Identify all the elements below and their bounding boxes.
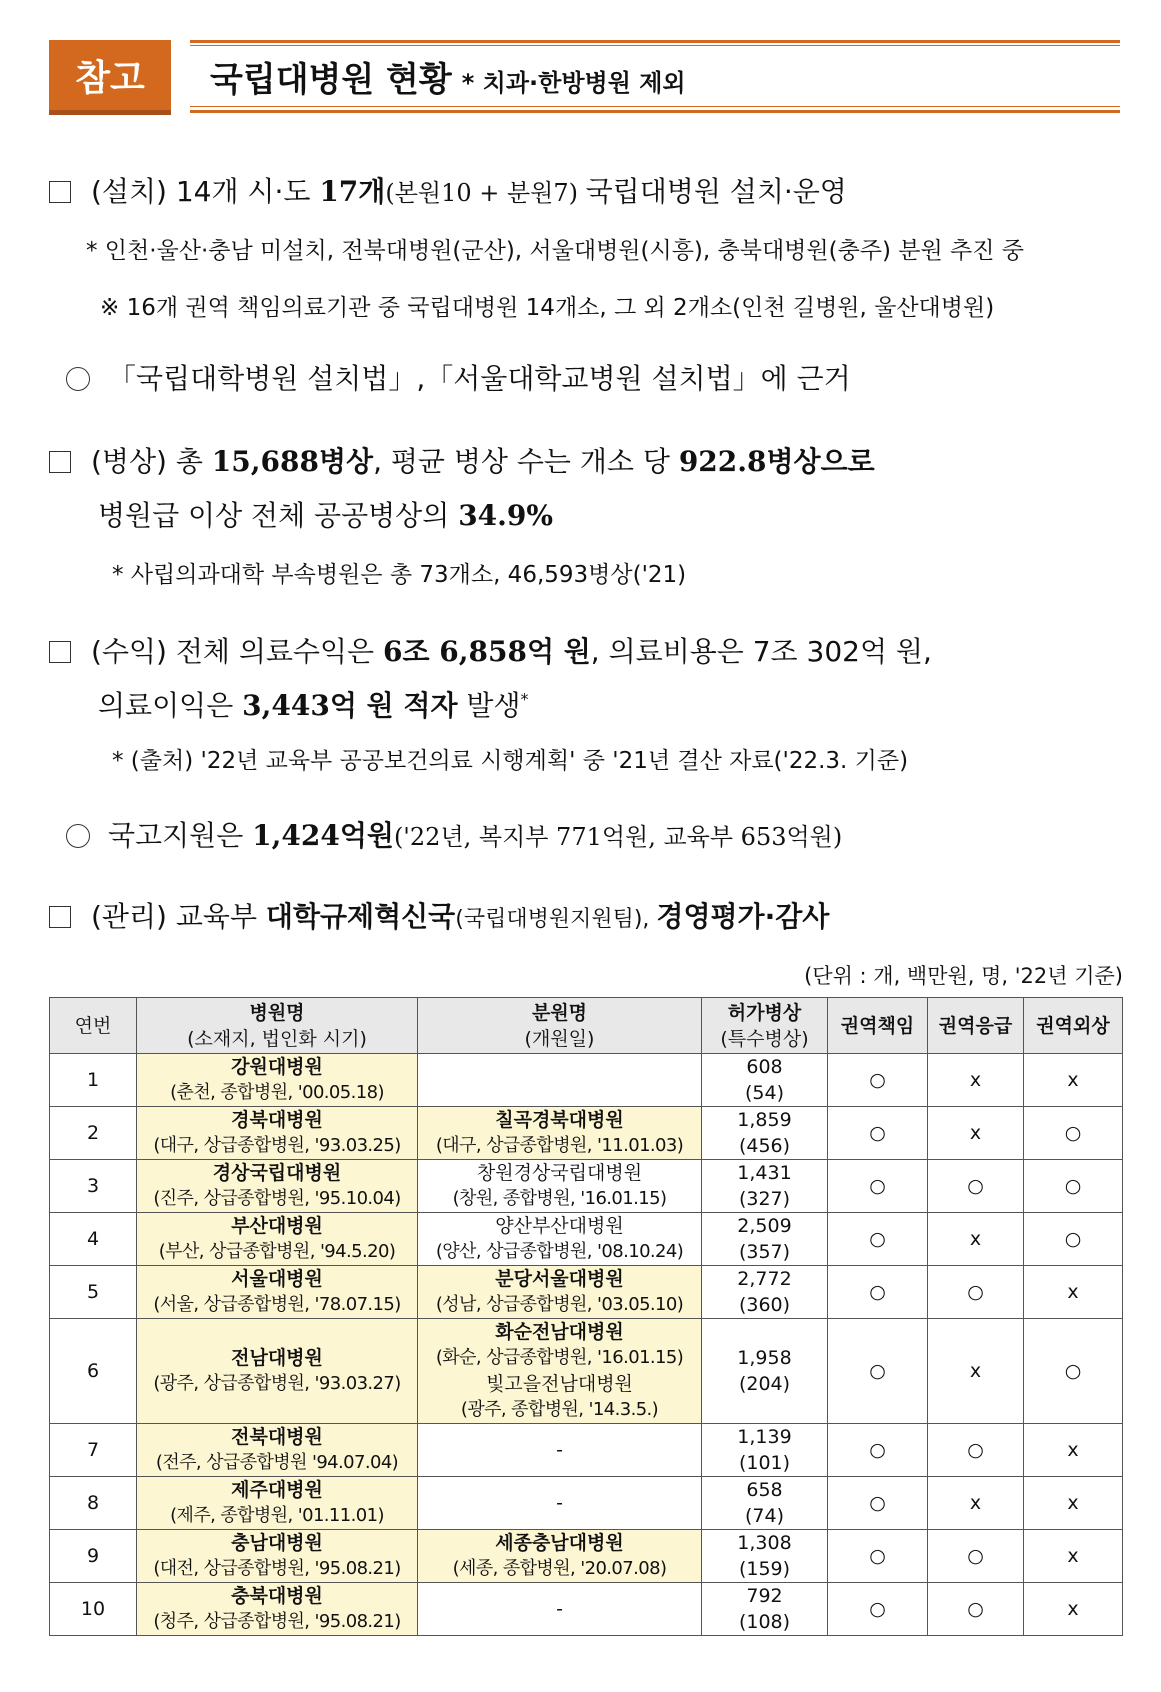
cell-branch <box>418 1530 702 1583</box>
cell-regional-emergency: x <box>928 1477 1024 1530</box>
cell-regional-responsibility: ○ <box>828 1054 928 1107</box>
cell-regional-responsibility: ○ <box>828 1319 928 1424</box>
revenue-amount: 6조 6,858억 원 <box>382 635 591 668</box>
cell-no: 1 <box>50 1054 137 1107</box>
cell-hospital <box>137 1054 418 1107</box>
cell-regional-emergency: ○ <box>928 1160 1024 1213</box>
special-beds: (159) <box>738 1558 791 1580</box>
revenue-deficit: 3,443억 원 적자 <box>242 689 458 722</box>
table-unit-note: (단위 : 개, 백만원, 명, '22년 기준) <box>804 964 1123 988</box>
beds-count: 1,139 <box>737 1426 792 1448</box>
col-header-hospital-label: 병원명 <box>249 1001 305 1024</box>
cell-regional-responsibility: ○ <box>828 1583 928 1636</box>
col-header-regional-trauma <box>1024 998 1123 1054</box>
cell-regional-trauma: x <box>1024 1477 1123 1530</box>
cell-regional-emergency: x <box>928 1213 1024 1266</box>
cell-no: 4 <box>50 1213 137 1266</box>
cell-regional-responsibility: ○ <box>828 1477 928 1530</box>
subsidy-amount: 1,424억원 <box>252 819 394 852</box>
cell-branch <box>418 1319 702 1424</box>
cell-regional-emergency: ○ <box>928 1424 1024 1477</box>
cell-regional-emergency: x <box>928 1107 1024 1160</box>
table-row <box>50 1107 1123 1160</box>
cell-hospital <box>137 1477 418 1530</box>
branch-name: - <box>556 1598 563 1620</box>
install-note-1: * 인천·울산·충남 미설치, 전북대병원(군산), 서울대병원(시흥), 충북대병원(충주) 분원 추진 중 <box>86 238 1025 264</box>
table-row <box>50 1319 1123 1424</box>
circle-bullet-icon <box>66 367 90 391</box>
hospital-detail: (부산, 상급종합병원, '94.5.20) <box>158 1241 396 1262</box>
col-header-c3-label: 권역외상 <box>1036 1014 1110 1037</box>
cell-regional-emergency: ○ <box>928 1266 1024 1319</box>
hospital-name: 충남대병원 <box>231 1532 323 1554</box>
table-row <box>50 1424 1123 1477</box>
cell-branch <box>418 1054 702 1107</box>
table-row <box>50 1530 1123 1583</box>
page-title-text: 국립대병원 현황 <box>210 60 452 100</box>
section-beds <box>49 440 875 480</box>
branch-name: 세종충남대병원 <box>495 1532 624 1554</box>
hospital-detail: (서울, 상급종합병원, '78.07.15) <box>153 1294 401 1315</box>
cell-regional-responsibility: ○ <box>828 1107 928 1160</box>
circle-bullet-icon <box>66 824 90 848</box>
revenue-text-l2a: 의료이익은 <box>98 689 243 722</box>
cell-regional-trauma: ○ <box>1024 1319 1123 1424</box>
special-beds: (456) <box>738 1135 791 1157</box>
branch-name: 양산부산대병원 <box>495 1215 624 1237</box>
col-header-beds-sub: (특수병상) <box>720 1027 809 1050</box>
section-revenue <box>49 630 932 670</box>
branch-name-2: 빛고을전남대병원 <box>486 1373 633 1395</box>
cell-regional-responsibility: ○ <box>828 1213 928 1266</box>
cell-no: 2 <box>50 1107 137 1160</box>
branch-detail: (성남, 상급종합병원, '03.05.10) <box>435 1294 684 1315</box>
cell-regional-trauma: x <box>1024 1583 1123 1636</box>
cell-hospital <box>137 1530 418 1583</box>
hospital-detail: (제주, 종합병원, '01.11.01) <box>170 1505 384 1526</box>
manage-duties: 경영평가·감사 <box>656 900 830 933</box>
hospital-detail: (대구, 상급종합병원, '93.03.25) <box>153 1135 401 1156</box>
page-title <box>210 52 686 101</box>
cell-beds <box>702 1160 828 1213</box>
hospital-detail: (청주, 상급종합병원, '95.08.21) <box>153 1611 401 1632</box>
hospital-name: 전남대병원 <box>231 1347 323 1369</box>
footnote-mark: * <box>520 689 529 709</box>
hospital-name: 경상국립대병원 <box>212 1162 342 1184</box>
hospital-name: 제주대병원 <box>231 1479 323 1501</box>
table-row <box>50 1213 1123 1266</box>
table-row <box>50 1477 1123 1530</box>
cell-hospital <box>137 1266 418 1319</box>
beds-line-2 <box>98 494 553 534</box>
header-rule-top-thin <box>190 45 1120 46</box>
header-rule-bottom <box>190 110 1120 113</box>
col-header-c2-label: 권역응급 <box>938 1014 1013 1037</box>
cell-beds <box>702 1424 828 1477</box>
cell-branch <box>418 1213 702 1266</box>
cell-regional-trauma: x <box>1024 1530 1123 1583</box>
cell-regional-trauma: x <box>1024 1054 1123 1107</box>
cell-no: 5 <box>50 1266 137 1319</box>
cell-regional-emergency: x <box>928 1319 1024 1424</box>
cell-branch <box>418 1107 702 1160</box>
col-header-hospital-sub: (소재지, 법인화 시기) <box>187 1027 367 1050</box>
cell-hospital <box>137 1319 418 1424</box>
beds-text-c: , 평균 병상 수는 개소 당 <box>373 445 679 478</box>
cell-regional-trauma: x <box>1024 1266 1123 1319</box>
col-header-branch-label: 분원명 <box>531 1001 588 1024</box>
hospital-name: 강원대병원 <box>231 1056 323 1078</box>
cell-no: 6 <box>50 1319 137 1424</box>
cell-branch <box>418 1583 702 1636</box>
beds-count: 1,308 <box>737 1532 792 1554</box>
subsidy-text-a: 국고지원은 <box>108 819 253 852</box>
cell-hospital <box>137 1107 418 1160</box>
install-count: 17개 <box>319 175 386 208</box>
cell-regional-emergency: ○ <box>928 1583 1024 1636</box>
table-row <box>50 1054 1123 1107</box>
cell-no: 8 <box>50 1477 137 1530</box>
beds-count: 1,859 <box>737 1109 792 1131</box>
install-breakdown: (본원10 + 분원7) <box>385 179 586 207</box>
branch-detail: (화순, 상급종합병원, '16.01.15) <box>435 1347 684 1368</box>
page-subtitle: * 치과·한방병원 제외 <box>461 69 686 97</box>
cell-beds <box>702 1107 828 1160</box>
col-header-branch-sub: (개원일) <box>524 1027 595 1050</box>
hospital-detail: (대전, 상급종합병원, '95.08.21) <box>153 1558 401 1579</box>
col-header-regional-emergency <box>928 998 1024 1054</box>
table-row <box>50 1583 1123 1636</box>
cell-beds <box>702 1477 828 1530</box>
col-header-hospital <box>137 998 418 1054</box>
manage-team: (국립대병원지원팀), <box>455 907 657 932</box>
hospital-detail: (광주, 상급종합병원, '93.03.27) <box>153 1373 401 1394</box>
col-header-no-label: 연번 <box>74 1014 112 1037</box>
branch-detail: (창원, 종합병원, '16.01.15) <box>452 1188 667 1209</box>
beds-count: 792 <box>746 1585 783 1607</box>
square-bullet-icon <box>49 181 71 203</box>
hospital-detail: (전주, 상급종합병원 '94.07.04) <box>155 1452 399 1473</box>
branch-name: - <box>556 1492 563 1514</box>
hospital-name: 부산대병원 <box>231 1215 323 1237</box>
special-beds: (108) <box>738 1611 791 1633</box>
hospital-name: 경북대병원 <box>231 1109 323 1131</box>
cell-regional-responsibility: ○ <box>828 1266 928 1319</box>
cell-regional-responsibility: ○ <box>828 1530 928 1583</box>
branch-detail: (세종, 종합병원, '20.07.08) <box>452 1558 667 1579</box>
cell-no: 3 <box>50 1160 137 1213</box>
cell-no: 9 <box>50 1530 137 1583</box>
special-beds: (327) <box>738 1188 791 1210</box>
cell-regional-emergency: x <box>928 1054 1024 1107</box>
cell-regional-responsibility: ○ <box>828 1424 928 1477</box>
cell-regional-responsibility: ○ <box>828 1160 928 1213</box>
beds-text-a: (병상) 총 <box>91 445 212 478</box>
special-beds: (101) <box>738 1452 791 1474</box>
beds-count: 658 <box>746 1479 783 1501</box>
cell-no: 7 <box>50 1424 137 1477</box>
cell-beds <box>702 1319 828 1424</box>
section-subsidy <box>66 814 842 854</box>
col-header-beds <box>702 998 828 1054</box>
square-bullet-icon <box>49 451 71 473</box>
beds-note: * 사립의과대학 부속병원은 총 73개소, 46,593병상('21) <box>112 562 687 588</box>
table-row <box>50 1266 1123 1319</box>
cell-regional-emergency: ○ <box>928 1530 1024 1583</box>
cell-beds <box>702 1583 828 1636</box>
cell-beds <box>702 1530 828 1583</box>
branch-name: 분당서울대병원 <box>495 1268 624 1290</box>
beds-count: 2,509 <box>737 1215 792 1237</box>
cell-hospital <box>137 1424 418 1477</box>
beds-share: 34.9% <box>458 499 553 532</box>
table-row <box>50 1160 1123 1213</box>
special-beds: (74) <box>744 1505 784 1527</box>
cell-branch <box>418 1160 702 1213</box>
special-beds: (357) <box>738 1241 791 1263</box>
beds-average: 922.8병상으로 <box>678 445 875 478</box>
branch-detail: (양산, 상급종합병원, '08.10.24) <box>435 1241 684 1262</box>
cell-branch <box>418 1424 702 1477</box>
col-header-beds-label: 허가병상 <box>727 1001 802 1024</box>
special-beds: (204) <box>738 1373 791 1395</box>
cell-beds <box>702 1266 828 1319</box>
cell-hospital <box>137 1160 418 1213</box>
branch-detail-2: (광주, 종합병원, '14.3.5.) <box>460 1399 659 1420</box>
cell-regional-trauma: ○ <box>1024 1160 1123 1213</box>
section-install <box>49 170 847 210</box>
install-text-a: (설치) 14개 시·도 <box>91 175 320 208</box>
cell-beds <box>702 1054 828 1107</box>
hospital-name: 서울대병원 <box>231 1268 323 1290</box>
header-rule-bottom-thin <box>190 106 1120 107</box>
beds-count: 608 <box>746 1056 783 1078</box>
revenue-note: * (출처) '22년 교육부 공공보건의료 시행계획' 중 '21년 결산 자료('22.3. 기준) <box>112 748 909 774</box>
revenue-text-l2c: 발생 <box>457 689 521 722</box>
subsidy-breakdown: ('22년, 복지부 771억원, 교육부 653억원) <box>393 823 843 851</box>
section-law <box>66 357 851 397</box>
square-bullet-icon <box>49 906 71 928</box>
branch-name: 칠곡경북대병원 <box>495 1109 624 1131</box>
header-rule-top <box>190 40 1120 43</box>
manage-bureau: 대학규제혁신국 <box>265 900 456 933</box>
cell-branch <box>418 1266 702 1319</box>
col-header-c1-label: 권역책임 <box>840 1014 915 1037</box>
col-header-no <box>50 998 137 1054</box>
hospital-name: 전북대병원 <box>231 1426 323 1448</box>
beds-text-l2a: 병원급 이상 전체 공공병상의 <box>98 499 459 532</box>
revenue-line-2 <box>98 684 529 724</box>
hospital-table <box>49 997 1123 1636</box>
law-text: 「국립대학병원 설치법」,「서울대학교병원 설치법」에 근거 <box>108 362 851 395</box>
col-header-branch <box>418 998 702 1054</box>
reference-tag-label: 참고 <box>75 57 145 99</box>
beds-count: 2,772 <box>737 1268 792 1290</box>
revenue-text-a: (수익) 전체 의료수익은 <box>91 635 383 668</box>
cell-hospital <box>137 1213 418 1266</box>
beds-count: 1,958 <box>737 1347 792 1369</box>
hospital-detail: (춘천, 종합병원, '00.05.18) <box>170 1082 384 1103</box>
hospital-name: 충북대병원 <box>231 1585 323 1607</box>
manage-text-a: (관리) 교육부 <box>91 900 266 933</box>
special-beds: (360) <box>738 1294 791 1316</box>
reference-tag <box>49 40 171 115</box>
branch-name: 창원경상국립대병원 <box>476 1162 643 1184</box>
hospital-detail: (진주, 상급종합병원, '95.10.04) <box>153 1188 401 1209</box>
section-manage <box>49 895 829 935</box>
cell-hospital <box>137 1583 418 1636</box>
cell-beds <box>702 1213 828 1266</box>
cell-regional-trauma: x <box>1024 1424 1123 1477</box>
square-bullet-icon <box>49 641 71 663</box>
beds-total: 15,688병상 <box>211 445 374 478</box>
cell-regional-trauma: ○ <box>1024 1107 1123 1160</box>
col-header-regional-responsibility <box>828 998 928 1054</box>
cell-regional-trauma: ○ <box>1024 1213 1123 1266</box>
revenue-cost: , 의료비용은 7조 302억 원, <box>590 635 932 668</box>
table-header-row <box>50 998 1123 1054</box>
branch-name: 화순전남대병원 <box>495 1321 624 1343</box>
install-text-d: 국립대병원 설치·운영 <box>585 175 847 208</box>
special-beds: (54) <box>744 1082 784 1104</box>
cell-no: 10 <box>50 1583 137 1636</box>
branch-name: - <box>556 1439 563 1461</box>
install-note-2: ※ 16개 권역 책임의료기관 중 국립대병원 14개소, 그 외 2개소(인천 길병원, 울산대병원) <box>100 295 995 321</box>
cell-branch <box>418 1477 702 1530</box>
branch-detail: (대구, 상급종합병원, '11.01.03) <box>435 1135 684 1156</box>
beds-count: 1,431 <box>737 1162 792 1184</box>
